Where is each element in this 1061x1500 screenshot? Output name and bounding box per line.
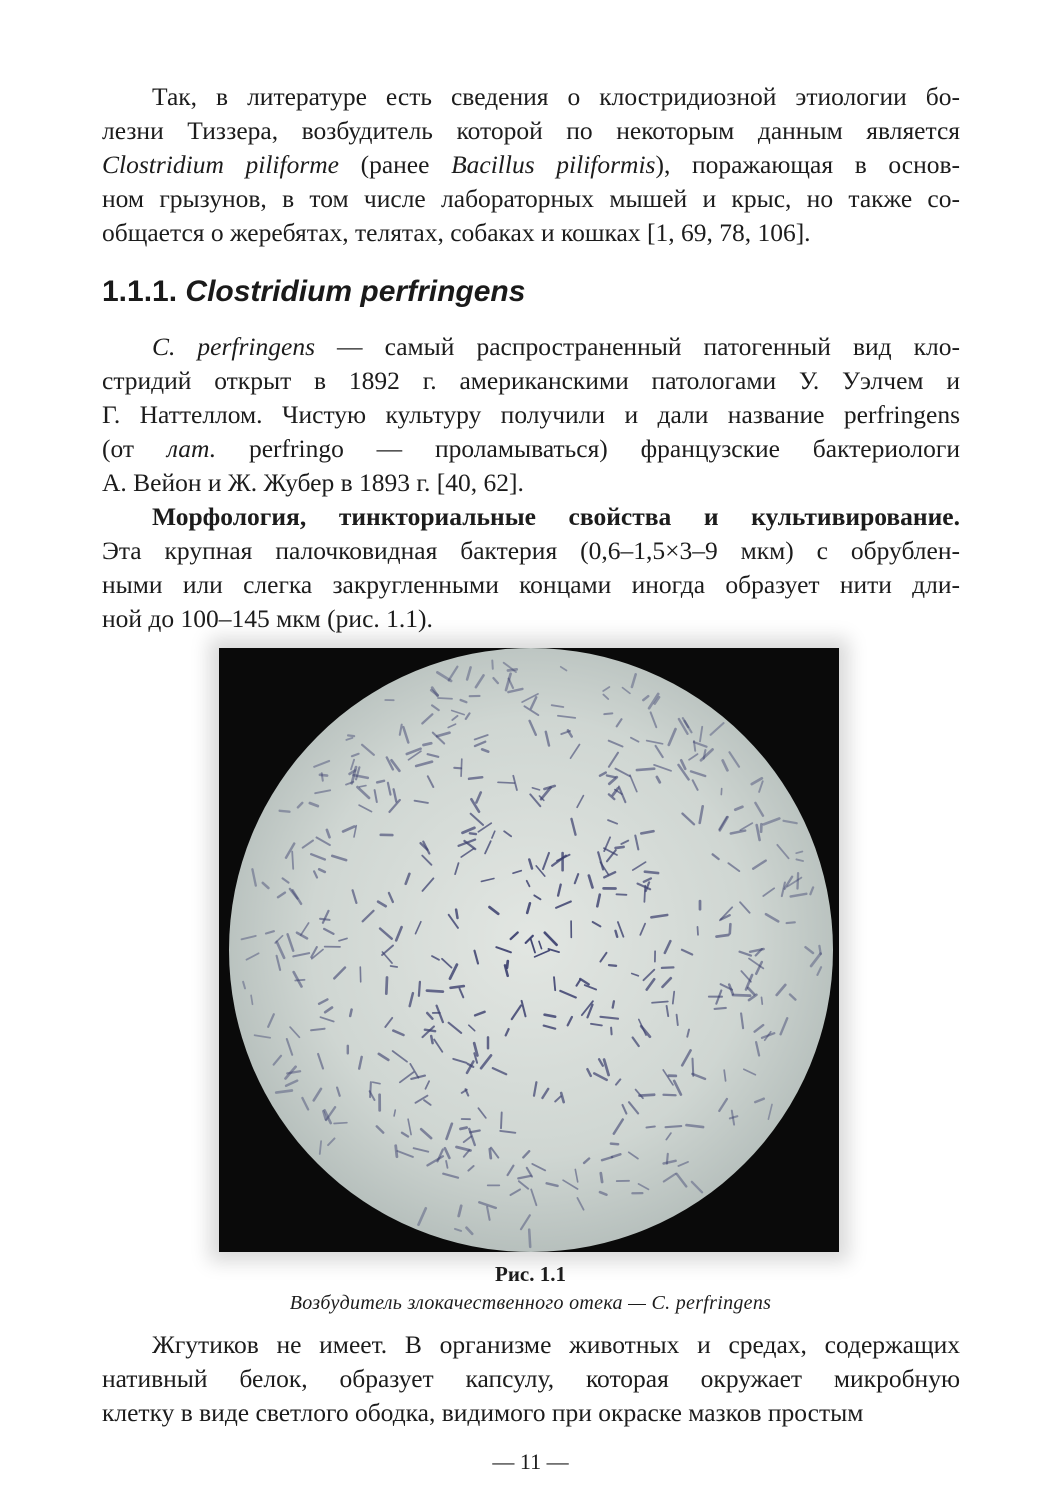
micrograph-image <box>219 648 839 1252</box>
italic-term: лат. <box>166 434 217 463</box>
text-line <box>102 114 960 148</box>
morphology-paragraph <box>102 500 960 636</box>
paragraph-lead: Морфология, тинкториальные свойства и культивирование. <box>152 502 960 531</box>
text-line <box>102 534 960 568</box>
text-run: стридий открыт в 1892 г. американскими патологами У. Уэлчем и <box>102 366 960 395</box>
bacterium-rod <box>609 965 616 966</box>
text-line <box>102 182 960 216</box>
text-run: Г. Наттеллом. Чистую культуру получили и дали название perfringens <box>102 400 960 429</box>
bacterium-rod <box>554 977 555 990</box>
text-run: А. Вейон и Ж. Жубер в 1893 г. [40, 62]. <box>102 468 524 497</box>
bacterium-rod <box>819 946 820 954</box>
bacterium-rod <box>470 833 476 834</box>
page-number: — 11 — <box>492 1449 569 1474</box>
italic-term: Bacillus piliformis <box>451 150 656 179</box>
bacterium-rod <box>666 1126 682 1127</box>
bacterium-rod <box>640 1095 655 1096</box>
bacterium-rod <box>438 698 452 699</box>
text-line <box>102 568 960 602</box>
text-line <box>102 432 960 466</box>
bacterium-rod <box>391 966 398 967</box>
bacterium-rod <box>320 775 327 776</box>
section-heading <box>102 272 525 312</box>
text-line <box>102 1328 960 1362</box>
bacterium-rod <box>419 982 420 996</box>
bacterium-rod <box>507 961 508 968</box>
bacterium-rod <box>677 1015 678 1025</box>
bacterium-rod <box>787 922 795 923</box>
intro-paragraph <box>102 80 960 250</box>
bacterium-rod <box>490 1149 491 1158</box>
text-line <box>102 1396 960 1430</box>
text-line <box>102 398 960 432</box>
bacterium-rod <box>377 781 384 783</box>
bacterium-rod <box>613 1001 614 1007</box>
text-run: (от <box>102 434 167 463</box>
bacterium-rod <box>601 1173 602 1182</box>
bacterium-rod <box>427 991 443 992</box>
italic-term: C. perfringens <box>152 332 315 361</box>
text-run: ными или слегка закругленными концами иногда образует нити дли- <box>102 570 960 599</box>
text-line <box>102 216 960 250</box>
text-run: (ранее <box>338 150 452 179</box>
bacterium-rod <box>492 661 493 669</box>
text-run: ), поражающая в основ- <box>655 150 961 179</box>
bacterium-rod <box>730 924 731 933</box>
bacterium-rod <box>647 1127 655 1128</box>
figure-label: Рис. 1.1 <box>495 1262 566 1286</box>
bacterium-rod <box>693 1059 694 1076</box>
bacterium-rod <box>637 769 654 770</box>
section-number: 1.1.1. <box>102 275 178 308</box>
text-line <box>102 148 960 182</box>
bacterium-rod <box>498 782 514 783</box>
italic-term: Clostridium piliforme <box>102 150 339 179</box>
bacterium-rod <box>396 1146 397 1157</box>
text-run: клетку в виде светлого ободка, видимого при окраске мазков простым <box>102 1398 864 1427</box>
bacterium-rod <box>715 1008 726 1009</box>
bacterium-rod <box>292 852 293 869</box>
text-run: ном грызунов, в том числе лабораторных мышей и крыс, но также со- <box>102 184 960 213</box>
bacterium-rod <box>454 768 461 769</box>
bacterium-rod <box>664 1095 676 1096</box>
bacterium-rod <box>662 967 674 968</box>
micrograph-figure <box>219 648 839 1252</box>
bacterium-rod <box>456 910 457 918</box>
text-line <box>102 1362 960 1396</box>
continuation-paragraph <box>102 1328 960 1430</box>
bacterium-rod <box>762 997 763 1004</box>
text-line <box>102 602 960 636</box>
text-line <box>102 80 960 114</box>
bacterium-rod <box>469 777 482 779</box>
bacterium-rod <box>501 1113 502 1129</box>
text-run: perfringo — проламываться) французские бактериологи <box>216 434 960 463</box>
text-run: Жгутиков не имеет. В организме животных и средах, содержащих <box>152 1330 960 1359</box>
text-line <box>102 500 960 534</box>
bacterium-rod <box>360 786 366 787</box>
text-run: Так, в литературе есть сведения о клостридиозной этиологии бо- <box>152 82 960 111</box>
text-line <box>102 364 960 398</box>
bacterium-rod <box>617 894 627 895</box>
section-species-name: Clostridium perfringens <box>185 275 526 308</box>
history-paragraph <box>102 330 960 500</box>
bacterium-rod <box>611 1144 618 1145</box>
bacterium-rod <box>280 811 290 812</box>
bacterium-rod <box>611 1028 612 1035</box>
text-run: лезни Тиззера, возбудитель которой по некоторым данным является <box>102 116 960 145</box>
bacterium-rod <box>529 1230 530 1247</box>
text-run: ной до 100–145 мкм (рис. 1.1). <box>102 604 433 633</box>
bacterium-rod <box>386 978 387 994</box>
bacterium-rod <box>348 735 354 736</box>
text-run: — самый распространенный патогенный вид кло- <box>315 332 960 361</box>
figure-caption: Возбудитель злокачественного отека — C. perfringens <box>289 1292 772 1314</box>
bacterium-rod <box>334 1123 347 1124</box>
bacterium-rod <box>320 1141 321 1154</box>
bacterium-rod <box>733 995 750 996</box>
bacterium-rod <box>508 669 517 670</box>
microscope-field <box>229 648 833 1252</box>
bacterium-rod <box>717 935 729 937</box>
bacterium-rod <box>616 931 618 937</box>
text-line <box>102 466 960 500</box>
bacterium-rod <box>604 713 612 714</box>
bacterium-rod <box>461 1128 467 1129</box>
bacterium-rod <box>616 847 624 848</box>
bacterium-rod <box>645 872 658 873</box>
bacterium-rod <box>320 919 329 920</box>
bacterium-rod <box>431 1036 432 1043</box>
bacterium-rod <box>350 1010 351 1016</box>
text-line <box>102 330 960 364</box>
bacterium-rod <box>644 886 645 902</box>
bacterium-rod <box>451 986 464 988</box>
text-run: нативный белок, образует капсулу, которая окружает микробную <box>102 1364 960 1393</box>
text-run: общается о жеребятах, телятах, собаках и кошках [1, 69, 78, 106]. <box>102 218 811 247</box>
bacterium-rod <box>698 927 699 935</box>
bacterium-rod <box>424 743 432 745</box>
text-run: Эта крупная палочковидная бактерия (0,6–1,5×3–9 мкм) с обрублен- <box>102 536 960 565</box>
